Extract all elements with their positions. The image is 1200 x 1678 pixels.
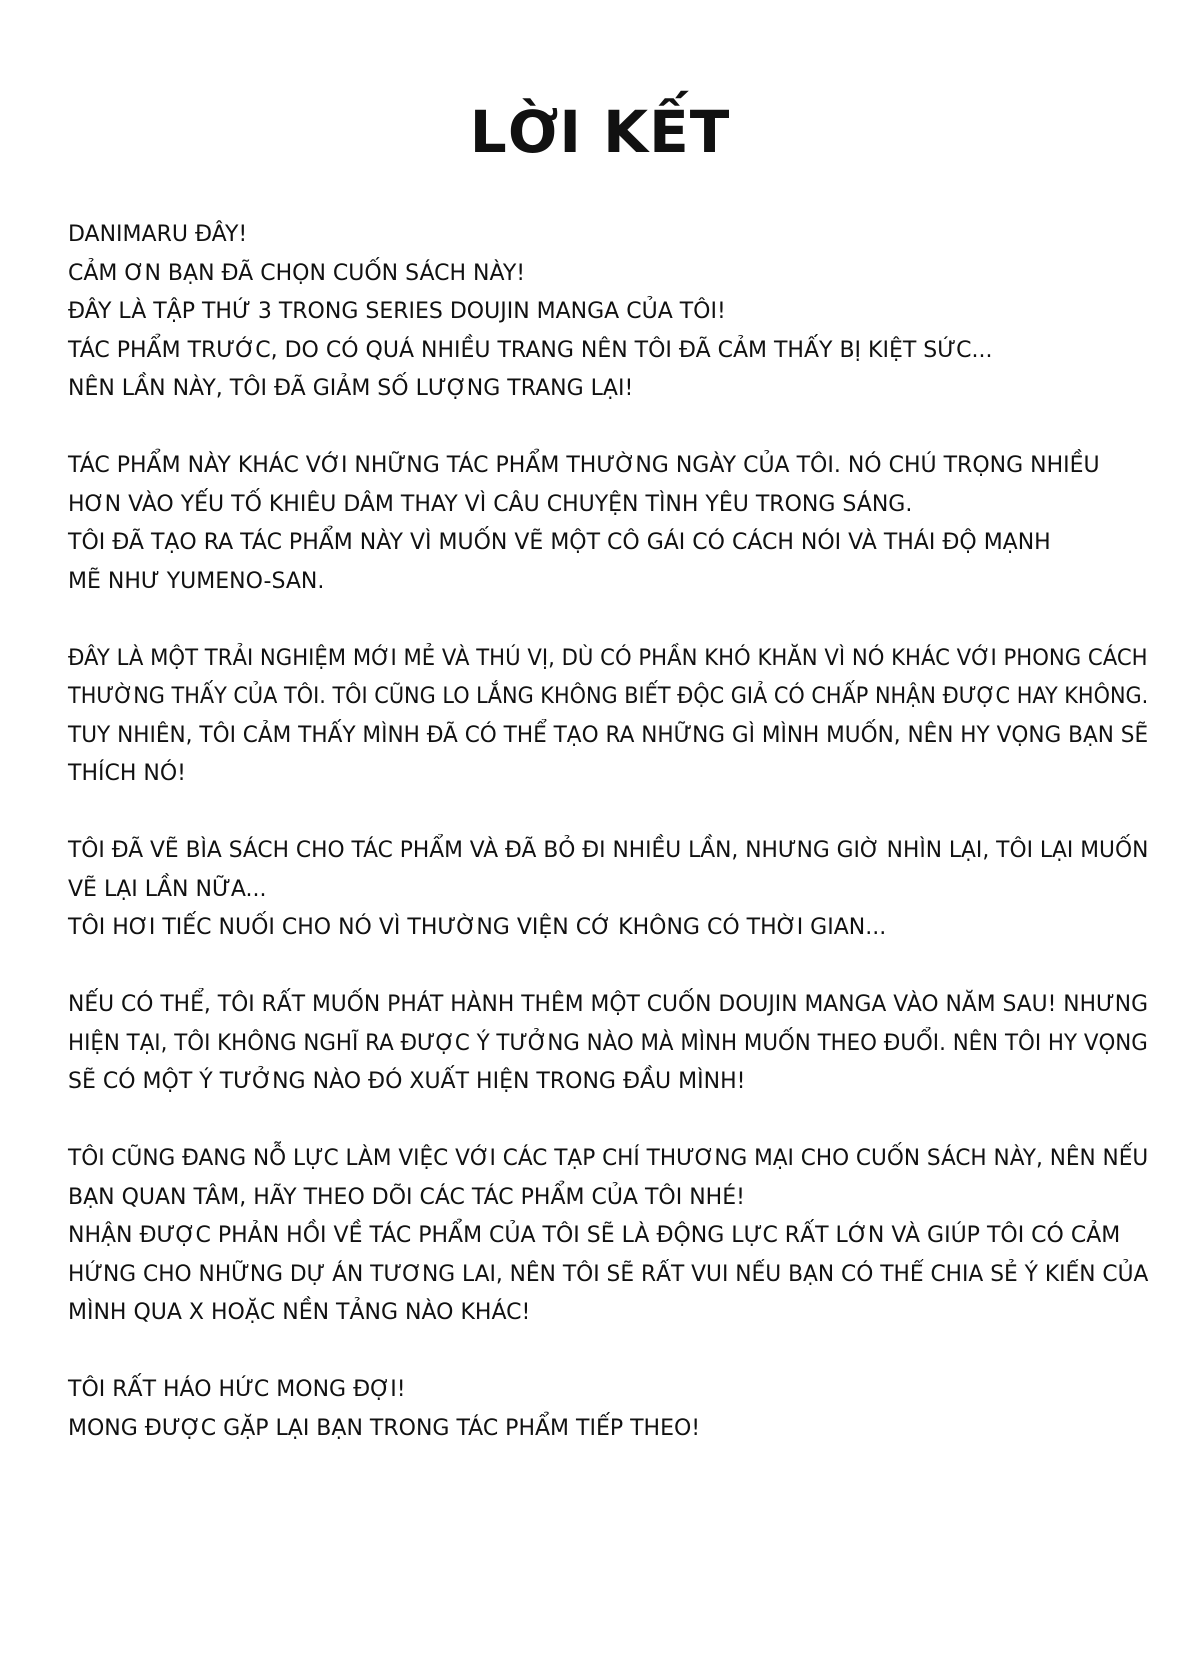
paragraph	[68, 640, 1148, 794]
text-line: DANIMARU ĐÂY!	[68, 222, 248, 247]
text-line: TÔI CŨNG ĐANG NỖ LỰC LÀM VIỆC VỚI CÁC TẠP CHÍ THƯƠNG MẠI CHO CUỐN SÁCH NÀY, NÊN NẾU	[68, 1146, 1149, 1171]
text-line: NẾU CÓ THỂ, TÔI RẤT MUỐN PHÁT HÀNH THÊM MỘT CUỐN DOUJIN MANGA VÀO NĂM SAU! NHƯNG	[68, 992, 1148, 1017]
text-line: TUY NHIÊN, TÔI CẢM THẤY MÌNH ĐÃ CÓ THỂ TẠO RA NHỮNG GÌ MÌNH MUỐN, NÊN HY VỌNG BẠN SẼ	[68, 722, 1149, 748]
text-line: ĐÂY LÀ TẬP THỨ 3 TRONG SERIES DOUJIN MANGA CỦA TÔI!	[68, 299, 726, 324]
text-line: MONG ĐƯỢC GẶP LẠI BẠN TRONG TÁC PHẨM TIẾP THEO!	[68, 1415, 701, 1441]
paragraph	[68, 986, 1148, 1102]
text-line: TÁC PHẨM TRƯỚC, DO CÓ QUÁ NHIỀU TRANG NÊN TÔI ĐÃ CẢM THẤY BỊ KIỆT SỨC...	[68, 337, 993, 363]
text-line: MẼ NHƯ YUMENO-SAN.	[68, 568, 325, 594]
text-line: TÔI ĐÃ TẠO RA TÁC PHẨM NÀY VÌ MUỐN VẼ MỘT CÔ GÁI CÓ CÁCH NÓI VÀ THÁI ĐỘ MẠNH	[68, 530, 1051, 555]
page-title: LỜI KẾT	[469, 98, 731, 166]
text-line: TÁC PHẨM NÀY KHÁC VỚI NHỮNG TÁC PHẨM THƯỜNG NGÀY CỦA TÔI. NÓ CHÚ TRỌNG NHIỀU	[68, 453, 1100, 478]
text-line: THƯỜNG THẤY CỦA TÔI. TÔI CŨNG LO LẮNG KHÔNG BIẾT ĐỘC GIẢ CÓ CHẤP NHẬN ĐƯỢC HAY KHÔNG.	[68, 684, 1149, 709]
text-line: NÊN LẦN NÀY, TÔI ĐÃ GIẢM SỐ LƯỢNG TRANG LẠI!	[68, 376, 634, 401]
text-line: VẼ LẠI LẦN NỮA...	[68, 876, 267, 902]
text-line: ĐÂY LÀ MỘT TRẢI NGHIỆM MỚI MẺ VÀ THÚ VỊ, DÙ CÓ PHẦN KHÓ KHĂN VÌ NÓ KHÁC VỚI PHONG CÁCH	[68, 645, 1148, 671]
text-line: TÔI RẤT HÁO HỨC MONG ĐỢI!	[68, 1377, 406, 1402]
text-line: TÔI HƠI TIẾC NUỐI CHO NÓ VÌ THƯỜNG VIỆN CỚ KHÔNG CÓ THỜI GIAN...	[68, 915, 887, 940]
paragraph	[68, 1140, 1148, 1333]
text-line: NHẬN ĐƯỢC PHẢN HỒI VỀ TÁC PHẨM CỦA TÔI SẼ LÀ ĐỘNG LỰC RẤT LỚN VÀ GIÚP TÔI CÓ CẢM	[68, 1223, 1121, 1248]
text-line: SẼ CÓ MỘT Ý TƯỞNG NÀO ĐÓ XUẤT HIỆN TRONG ĐẦU MÌNH!	[68, 1069, 746, 1094]
text-line: CẢM ƠN BẠN ĐÃ CHỌN CUỐN SÁCH NÀY!	[68, 260, 526, 286]
text-line: HỨNG CHO NHỮNG DỰ ÁN TƯƠNG LAI, NÊN TÔI SẼ RẤT VUI NẾU BẠN CÓ THỂ CHIA SẺ Ý KIẾN CỦA	[68, 1261, 1149, 1287]
paragraph	[68, 447, 1148, 601]
text-line: HƠN VÀO YẾU TỐ KHIÊU DÂM THAY VÌ CÂU CHUYỆN TÌNH YÊU TRONG SÁNG.	[68, 491, 913, 517]
paragraph	[68, 832, 1148, 948]
paragraph	[68, 1371, 1148, 1448]
text-line: TÔI ĐÃ VẼ BÌA SÁCH CHO TÁC PHẨM VÀ ĐÃ BỎ ĐI NHIỀU LẦN, NHƯNG GIỜ NHÌN LẠI, TÔI LẠI MUỐN	[68, 838, 1149, 863]
text-line: THÍCH NÓ!	[68, 761, 186, 786]
text-line: HIỆN TẠI, TÔI KHÔNG NGHĨ RA ĐƯỢC Ý TƯỞNG NÀO MÀ MÌNH MUỐN THEO ĐUỔI. NÊN TÔI HY VỌNG	[68, 1030, 1148, 1056]
afterword-body	[68, 216, 1148, 1487]
paragraph	[68, 216, 1148, 409]
text-line: BẠN QUAN TÂM, HÃY THEO DÕI CÁC TÁC PHẨM CỦA TÔI NHÉ!	[68, 1184, 745, 1210]
text-line: MÌNH QUA X HOẶC NỀN TẢNG NÀO KHÁC!	[68, 1300, 531, 1325]
